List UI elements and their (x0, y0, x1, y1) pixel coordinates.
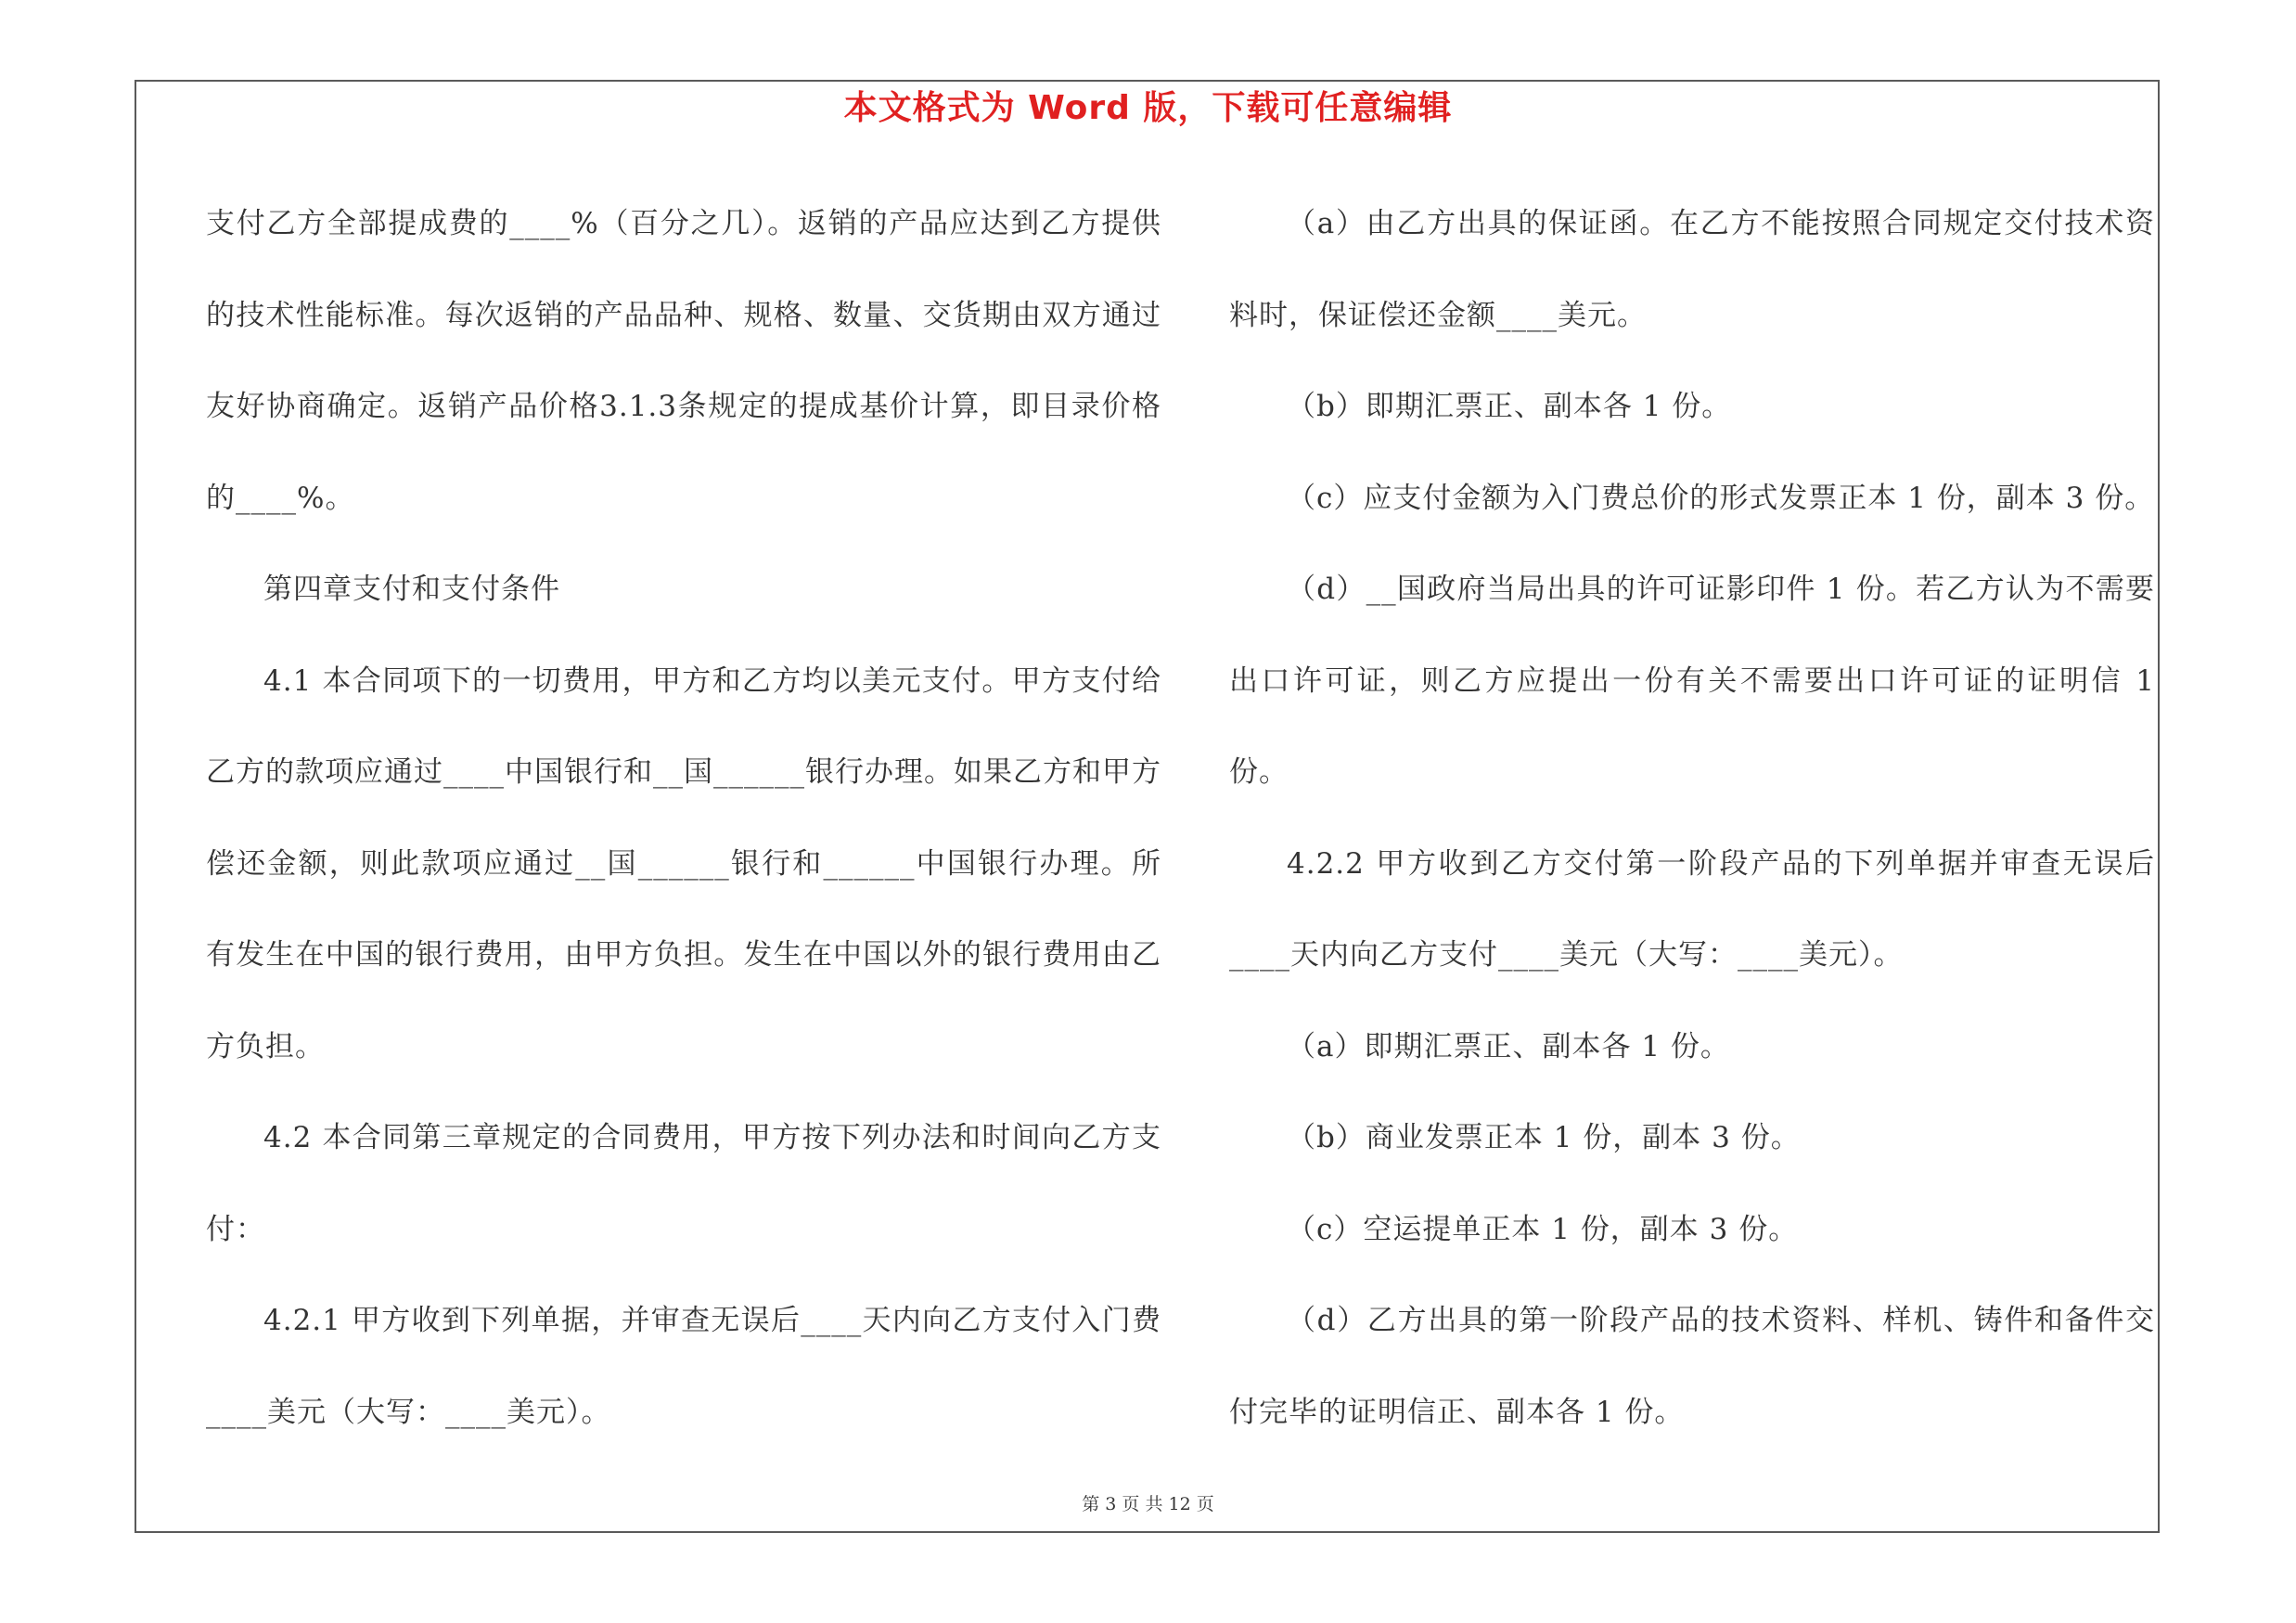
item-d-certificate: （d）乙方出具的第一阶段产品的技术资料、样机、铸件和备件交付完毕的证明信正、副本各 1 份。 (1229, 1304, 2155, 1429)
paragraph-return-sales: 支付乙方全部提成费的____%（百分之几）。返销的产品应达到乙方提供的技术性能标准。每次返销的产品品种、规格、数量、交货期由双方通过友好协商确定。返销产品价格3.1.3条规定的提成基价计算，即目录价格的____%。 (206, 207, 1161, 515)
chapter-heading: 第四章支付和支付条件 (263, 573, 560, 606)
paragraph-4-2-2: 4.2.2 甲方收到乙方交付第一阶段产品的下列单据并审查无误后____天内向乙方支付____美元（大写：____美元）。 (1229, 846, 2155, 972)
item-c-invoice: （c）应支付金额为入门费总价的形式发票正本 1 份，副本 3 份。 (1287, 481, 2155, 515)
paragraph-4-1: 4.1 本合同项下的一切费用，甲方和乙方均以美元支付。甲方支付给乙方的款项应通过____中国银行和__国______银行办理。如果乙方和甲方偿还金额，则此款项应通过__国______银行和______中国银行办理。所有发生在中国的银行费用，由甲方负担。发生在中国以外的银行费用由乙方负担。 (206, 663, 1161, 1063)
item-b-draft: （b）即期汇票正、副本各 1 份。 (1287, 390, 1732, 423)
item-d-license: （d）__国政府当局出具的许可证影印件 1 份。若乙方认为不需要出口许可证，则乙方应提出一份有关不需要出口许可证的证明信 1 份。 (1229, 573, 2155, 789)
right-column (1229, 178, 2155, 1458)
item-a-guarantee: （a）由乙方出具的保证函。在乙方不能按照合同规定交付技术资料时，保证偿还金额____美元。 (1229, 207, 2155, 332)
item-c-airway-bill: （c）空运提单正本 1 份，副本 3 份。 (1287, 1212, 1799, 1246)
item-a-draft: （a）即期汇票正、副本各 1 份。 (1287, 1029, 1730, 1063)
paragraph-4-2: 4.2 本合同第三章规定的合同费用，甲方按下列办法和时间向乙方支付： (206, 1121, 1161, 1246)
item-b-commercial-invoice: （b）商业发票正本 1 份，副本 3 份。 (1287, 1121, 1801, 1154)
word-format-banner: 本文格式为 Word 版，下载可任意编辑 (843, 89, 1453, 127)
paragraph-4-2-1: 4.2.1 甲方收到下列单据，并审查无误后____天内向乙方支付入门费____美元（大写：____美元）。 (206, 1304, 1161, 1429)
page-number: 第 3 页 共 12 页 (1082, 1494, 1214, 1514)
left-column (206, 178, 1161, 1458)
